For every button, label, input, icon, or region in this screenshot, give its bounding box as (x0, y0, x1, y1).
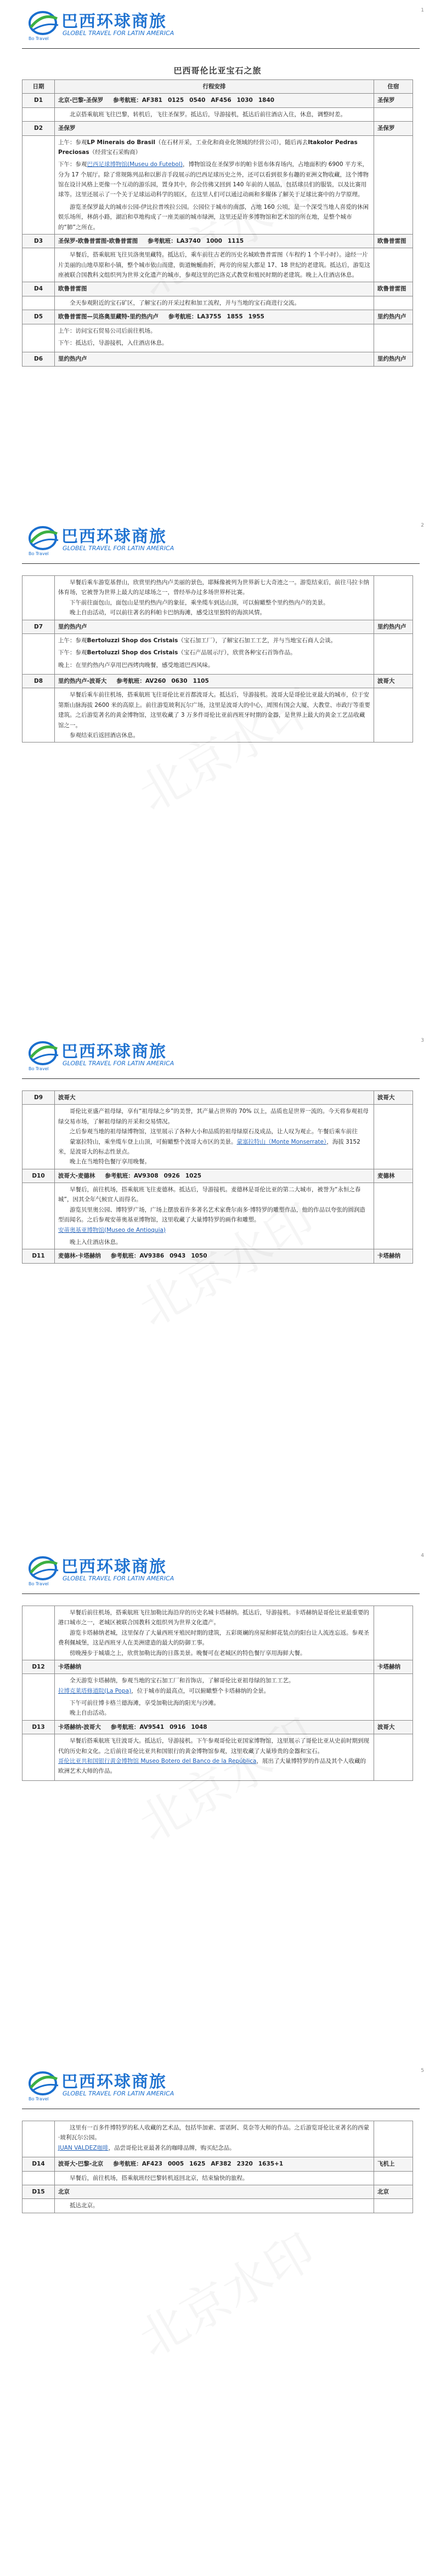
paragraph: 上午：访问宝石贸易公司后前往机场。 (58, 327, 156, 334)
flight-label: 参考航班： (168, 313, 197, 321)
day-header-row (22, 1720, 413, 1734)
globe-logo-icon (26, 9, 60, 36)
flight-label: 参考航班： (113, 97, 142, 104)
day-description (55, 1183, 374, 1249)
day-header-row (22, 1091, 413, 1105)
flight-code: AF423 (142, 2161, 162, 2168)
day-route (55, 2185, 374, 2198)
company-name: Bertoluzzi Shop dos Cristais (87, 649, 178, 656)
route-text: 欧鲁普雷图—贝洛奥里藏特-里约热内卢 (58, 313, 159, 321)
brand-name-cn: 巴西环球商旅 (61, 527, 167, 546)
day-description (55, 2171, 374, 2185)
day-stay: 波哥大 (374, 675, 413, 688)
day-label: D4 (22, 282, 55, 296)
paragraph: 晚上入住酒店休息。 (70, 1238, 122, 1246)
day-header-row (22, 234, 413, 248)
paragraph: 全天游览卡塔赫纳，参观当地的宝石加工厂和首饰店，了解哥伦比亚祖母绿的加工工艺。 (70, 1677, 295, 1684)
day-description (55, 135, 374, 234)
flight-label: 参考航班： (110, 1253, 140, 1260)
paragraph: 之后参观当地的祖母绿博物馆，这里展示了各种大小和品质的祖母绿原石及成品，让人叹为观止。午餐后乘车前往 (70, 1128, 358, 1135)
day-route (55, 1249, 374, 1263)
day-header-row (22, 122, 413, 135)
day-body-row (22, 2171, 413, 2185)
flight-time: 1855 (227, 313, 243, 321)
day-route (55, 352, 374, 366)
paragraph: 下午前往面包山，面包山是里约热内卢的象征，乘坐缆车到达山顶，可以俯瞰整个里约热内卢的美景。 (70, 599, 329, 606)
brand-tagline: Bo Travel (29, 551, 49, 556)
paragraph: 早餐后，前往机场，搭乘航班经巴黎转机返回北京，结束愉快的旅程。 (70, 2174, 248, 2181)
museum-link[interactable]: 安蒂奥基亚博物馆(Museo de Antioquia) (58, 1226, 166, 1233)
brand-name-en: GLOBEL TRAVEL FOR LATIN AMERICA (63, 2090, 174, 2097)
day-body-row (22, 1606, 413, 1660)
flight-label: 参考航班： (105, 1172, 134, 1179)
flight-time: 0125 (167, 97, 184, 104)
brand-name-cn: 巴西环球商旅 (61, 12, 167, 31)
day-body-row (22, 633, 413, 674)
flight-code: AF456 (211, 97, 231, 104)
paragraph: 上午：参观LP Minerais do Brasil（在石材开采，工业化和商业化领域的经营公司），随后再去Itakolor Pedras Preciosas（经营宝石采购商） (58, 139, 358, 156)
paragraph: 上午：参观Bertoluzzi Shop dos Cristais（宝石加工厂），了解宝石加工工艺，并与当地宝石商人会谈。 (58, 637, 337, 644)
brand-name-cn: 巴西环球商旅 (61, 2072, 167, 2092)
day-stay: 里约热内卢 (374, 310, 413, 324)
brand-logo (26, 2068, 174, 2102)
flight-code: LA3755 (197, 313, 222, 321)
flight-time: 1955 (248, 313, 264, 321)
brand-name-en: GLOBEL TRAVEL FOR LATIN AMERICA (63, 1060, 174, 1067)
day-header-row (22, 1169, 413, 1183)
flight-code: AF382 (211, 2161, 231, 2168)
day-label: D13 (22, 1720, 55, 1734)
day-stay: 卡塔赫纳 (374, 1660, 413, 1673)
day-label: D10 (22, 1169, 55, 1183)
day-description (55, 2121, 374, 2157)
day-route (55, 2157, 374, 2171)
day-stay: 北京 (374, 2185, 413, 2198)
route-text: 圣保罗 (58, 125, 76, 132)
globe-logo-icon (26, 1554, 60, 1581)
flight-time: 1105 (193, 678, 209, 684)
day-route (55, 1720, 374, 1734)
brand-tagline: Bo Travel (29, 1066, 49, 1071)
brand-tagline: Bo Travel (29, 2097, 49, 2101)
day-route (55, 1660, 374, 1673)
flight-label: 参考航班： (113, 2161, 142, 2168)
day-route (55, 620, 374, 633)
day-description (55, 688, 374, 742)
paragraph: 下午可前往博卡格兰德海滩，享受加勒比海的阳光与沙滩。 (70, 1700, 219, 1706)
flight-time: 0540 (189, 97, 206, 104)
route-text: 卡塔赫纳 (58, 1663, 81, 1670)
paragraph: 游览圣保罗最大的城市公园-伊比拉普埃拉公园。公园位于城市的南部，占地 160 公顷，是一个深受当地人喜爱的休闲娱乐场所，林荫小路，湖泊和草地构成了一座美丽的城市绿洲，这里还是许多博物馆和艺术馆的所在地，是整个城市的“肺”之所在。 (58, 203, 369, 231)
header-rule (22, 1593, 420, 1594)
brand-logo (26, 1038, 174, 1072)
paragraph: JUAN VALDEZ咖啡，品尝哥伦比亚最著名的咖啡品牌，购买纪念品。 (58, 2144, 235, 2151)
day-route (55, 1091, 374, 1105)
flight-time: 0926 (163, 1172, 180, 1179)
flight-time: 2320 (236, 2161, 253, 2168)
paragraph: 晚上自由活动，可以前往著名的科帕卡巴纳海滩，感受这里独特的海滨风情。 (70, 609, 265, 616)
day-header-row (22, 2157, 413, 2171)
company-name: LP Minerais do Brasil (87, 139, 156, 146)
flight-time: 1625 (189, 2161, 206, 2168)
day-body-row (22, 1183, 413, 1249)
brand-name-en: GLOBEL TRAVEL FOR LATIN AMERICA (63, 1575, 174, 1582)
day-route (55, 675, 374, 688)
flight-time: 1030 (236, 97, 253, 104)
itinerary-table (22, 79, 413, 367)
flight-time: 1635+1 (258, 2161, 284, 2168)
paragraph: 早餐后，前往机场，搭乘航班飞往麦德林。抵达后，导游接机。麦德林是哥伦比亚的第二大城市，被誉为“永恒之春城”，因其全年气候宜人而得名。 (58, 1186, 361, 1203)
cafe-link[interactable]: JUAN VALDEZ咖啡 (58, 2144, 109, 2151)
page-1 (0, 0, 435, 515)
paragraph: 哥伦比亚共和国银行黄金博物馆 Museo Botero del Banco de la República，展出了大量博特罗的作品及其个人收藏的欧洲艺术大师的作品。 (58, 1757, 366, 1775)
flight-label: 参考航班： (148, 237, 177, 244)
paragraph: 蒙塞拉特山，乘坐缆车登上山顶，可俯瞰整个波哥大市区的美景。蒙塞拉特山（Monte Monserrate），海拔 3152 米，是波哥大的标志性景点。 (58, 1138, 360, 1155)
day-body-row (22, 135, 413, 234)
brand-name-cn: 巴西环球商旅 (61, 1042, 167, 1061)
day-stay: 欧鲁普雷图 (374, 282, 413, 296)
day-description (55, 576, 374, 620)
itinerary-table (22, 1090, 413, 1264)
itinerary-table (22, 2121, 413, 2213)
brand-name-en: GLOBEL TRAVEL FOR LATIN AMERICA (63, 30, 174, 37)
brand-tagline: Bo Travel (29, 1581, 49, 1586)
flight-time: 1050 (191, 1253, 207, 1260)
paragraph: 拉博克莱塔修道院(La Popa)，位于城市的最高点，可以俯瞰整个卡塔赫纳的全景。 (58, 1687, 270, 1694)
paragraph: 早餐后前往机场，搭乘航班飞往加勒比海沿岸的历史名城卡塔赫纳。抵达后，导游接机。卡塔赫纳是哥伦比亚最重要的港口城市之一，老城区被联合国教科文组织列为世界文化遗产。 (58, 1609, 369, 1626)
day-description (55, 1674, 374, 1721)
day-header-row (22, 94, 413, 107)
day-stay: 圣保罗 (374, 94, 413, 107)
column-header-itinerary: 行程安排 (55, 80, 374, 94)
header-rule (22, 48, 420, 49)
day-header-row (22, 1660, 413, 1673)
day-label: D2 (22, 122, 55, 135)
globe-logo-icon (26, 2069, 60, 2097)
day-stay: 波哥大 (374, 1720, 413, 1734)
day-label: D11 (22, 1249, 55, 1263)
day-body-row (22, 1105, 413, 1169)
watermark (65, 2180, 385, 2404)
globe-logo-icon (26, 1039, 60, 1066)
paragraph: 早餐后乘车游览基督山，欣赏里约热内卢美丽的景色，耶稣像被列为世界新七大奇迹之一。游览结束后，前往马拉卡纳体育场，它被誉为世界上最大的足球场之一，曾经举办过多场世界杯比赛。 (58, 579, 369, 596)
day-description (55, 633, 374, 674)
page-5 (0, 2060, 435, 2575)
paragraph: 游览卡塔赫纳老城，这里保存了大量西班牙殖民时期的建筑，五彩斑斓的房屋和鲜花装点的阳台让人流连忘返。参观圣费利佩城堡，这是西班牙人在美洲建造的最大的防御工事。 (58, 1629, 369, 1647)
flight-time: 0630 (171, 678, 188, 684)
day-label: D9 (22, 1091, 55, 1105)
company-name: Bertoluzzi Shop dos Cristais (87, 637, 178, 644)
paragraph: 早餐后，搭乘航班飞往贝洛奥里藏特。抵达后，乘车前往古老的历史名城欧鲁普雷图（车程约 1 个半小时）。途经一片片美丽的山地草原和小镇，整个城市依山而建，街道蜿蜒曲折，两旁的房屋大都是 17、18 世纪的老建筑。抵达后，游览这座被联合国教科文组织列为世界文化遗产的城市，参观这里的巴洛克式教堂和殖民时期的老建筑。晚上入住酒店休息。 (58, 252, 370, 278)
paragraph: 下午：参观Bertoluzzi Shop dos Cristais（宝石产品展示厅），欣赏各种宝石首饰作品。 (58, 649, 296, 656)
flight-time: 1115 (228, 237, 244, 244)
day-header-row (22, 675, 413, 688)
flight-code: AV9386 (139, 1253, 165, 1260)
day-header-row (22, 310, 413, 324)
flight-time: 0916 (170, 1723, 186, 1730)
day-body-row (22, 2121, 413, 2157)
route-text: 波哥大-巴黎-北京 (58, 2161, 104, 2168)
day-route (55, 1169, 374, 1183)
day-body-row (22, 248, 413, 282)
day-header-row (22, 620, 413, 633)
day-stay: 卡塔赫纳 (374, 1249, 413, 1263)
day-stay: 波哥大 (374, 1091, 413, 1105)
column-header-day: 日期 (22, 80, 55, 94)
brand-logo (26, 523, 174, 557)
flight-code: AV9308 (133, 1172, 159, 1179)
flight-code: LA3740 (176, 237, 201, 244)
flight-time: 1000 (206, 237, 222, 244)
day-label: D14 (22, 2157, 55, 2171)
itinerary-table (22, 575, 413, 742)
brand-tagline: Bo Travel (29, 36, 49, 41)
day-route (55, 310, 374, 324)
day-description (55, 248, 374, 282)
day-route (55, 282, 374, 296)
flight-code: AF381 (142, 97, 162, 104)
museum-link[interactable]: 巴西足球博物馆(Museu do Futebol) (87, 161, 183, 168)
day-body-row (22, 296, 413, 310)
route-text: 波哥大-麦德林 (58, 1172, 95, 1179)
day-label: D15 (22, 2185, 55, 2198)
header-rule (22, 563, 420, 564)
route-text: 里约热内卢 (58, 356, 87, 363)
route-text: 卡塔赫纳-波哥大 (58, 1723, 101, 1730)
day-label: D7 (22, 620, 55, 633)
flight-label: 参考航班： (116, 678, 145, 684)
page-2 (0, 515, 435, 1030)
day-route (55, 234, 374, 248)
day-label: D5 (22, 310, 55, 324)
paragraph: 参观结束后返回酒店休息。 (70, 732, 139, 739)
flight-time: 1025 (185, 1172, 202, 1179)
day-body-row (22, 107, 413, 121)
document-title: 巴西哥伦比亚宝石之旅 (173, 66, 262, 76)
day-body-row (22, 688, 413, 742)
route-text: 里约热内卢-波哥大 (58, 678, 107, 684)
paragraph: 下午：参观巴西足球博物馆(Museu do Futebol)，博物馆设在圣保罗市的帕卡恩布体育场内，占地面积约 6900 平方米，分为 17 个展厅。除了常规陈列品和以影音手段展示的巴西足球历史之外，还可以看到很多有趣的亚洲文物收藏，这个博物馆在设计风格上更像一个互动的游乐园，置身其中，你会仿佛又回到 140 年前的人展品，包括球员们的服装，以及比赛用球等。这里还展示了一个关于足球运动科学的展区，在这里人们可以通过动画和多媒体了解关于足球比赛中的力学原理。 (58, 161, 369, 198)
day-stay: 飞机上 (374, 2157, 413, 2171)
flight-time: 1048 (191, 1723, 207, 1730)
day-label: D1 (22, 94, 55, 107)
paragraph: 早餐后搭乘航班飞往波哥大。抵达后，导游接机。下午参观哥伦比亚国家博物馆，这里展示了哥伦比亚从史前时期到现代的历史和文化。之后前往哥伦比亚共和国银行的黄金博物馆参观，这里收藏了大量珍贵的金器和宝石。 (58, 1738, 369, 1755)
day-route (55, 94, 374, 107)
day-description (55, 107, 374, 121)
company-name: Itakolor Pedras Preciosas (58, 139, 358, 156)
day-body-row (22, 1674, 413, 1721)
day-body-row (22, 1734, 413, 1781)
route-text: 里约热内卢 (58, 623, 87, 630)
paragraph (58, 1225, 370, 1235)
day-body-row (22, 2199, 413, 2213)
route-text: 北京 (58, 2188, 70, 2195)
route-text: 欧鲁普雷图 (58, 285, 87, 293)
day-label: D12 (22, 1660, 55, 1673)
page-header (0, 1545, 435, 1606)
attraction-link[interactable]: 蒙塞拉特山（Monte Monserrate） (236, 1138, 327, 1145)
brand-logo (26, 1553, 174, 1587)
page-number: 2 (421, 523, 424, 528)
page-4 (0, 1545, 435, 2060)
paragraph: 这里有一百多件博特罗的私人收藏的艺术品，包括毕加索、雷诺阿、莫奈等大师的作品。之后游览哥伦比亚著名的西蒙·玻利瓦尔公园。 (58, 2124, 369, 2141)
day-label: D6 (22, 352, 55, 366)
flight-label: 参考航班： (110, 1723, 140, 1730)
paragraph: 抵达北京。 (70, 2202, 99, 2209)
day-header-row (22, 282, 413, 296)
paragraph: 北京搭乘航班飞往巴黎，转机后，飞往圣保罗。抵达后，导游接机，抵达后前往酒店入住，休息，调整时差。 (70, 111, 346, 118)
paragraph: 下午：抵达后，导游接机，入住酒店休息。 (58, 339, 168, 346)
page-header (0, 515, 435, 575)
page-number: 4 (421, 1553, 424, 1558)
paragraph: 早餐后乘车前往机场，搭乘航班飞往哥伦比亚首都波哥大。抵达后，导游接机。波哥大是哥伦比亚最大的城市，位于安第斯山脉海拔 2600 米的高原上。前往游览玻利瓦尔广场，这里是波哥大的中心，周围有国会大厦、大教堂、市政厅等重要建筑。之后游览著名的黄金博物馆，这里收藏了 3 万多件哥伦比亚前西班牙时期的金器，是世界上最大的黄金工艺品收藏馆之一。 (58, 692, 370, 729)
route-text: 麦德林-卡塔赫纳 (58, 1253, 101, 1260)
day-description (55, 1606, 374, 1660)
day-label: D8 (22, 675, 55, 688)
flight-time: 0005 (167, 2161, 184, 2168)
brand-name-cn: 巴西环球商旅 (61, 1557, 167, 1577)
table-header-row (22, 80, 413, 94)
paragraph: 傍晚漫步于城墙之上，欣赏加勒比海的日落美景。晚餐可在老城区的特色餐厅享用海鲜大餐。 (70, 1649, 306, 1657)
day-description (55, 1105, 374, 1169)
flight-code: AV260 (145, 678, 166, 684)
attraction-link[interactable]: 拉博克莱塔修道院(La Popa) (58, 1687, 132, 1694)
day-label: D3 (22, 234, 55, 248)
day-header-row (22, 2185, 413, 2198)
paragraph: 晚上自由活动。 (70, 1710, 110, 1717)
globe-logo-icon (26, 524, 60, 551)
day-route (55, 122, 374, 135)
day-stay: 里约热内卢 (374, 352, 413, 366)
column-header-stay: 住宿 (374, 80, 413, 94)
paragraph: 哥伦比亚盛产祖母绿，享有“祖母绿之乡”的美誉，其产量占世界的 70% 以上，品质也是世界一流的。今天将参观祖母绿交易市场，了解祖母绿的开采和交易情况。 (58, 1108, 369, 1125)
museum-link[interactable]: 哥伦比亚共和国银行黄金博物馆 Museo Botero del Banco de la República (58, 1757, 257, 1764)
paragraph: 晚上在当地特色餐厅享用晚餐。 (70, 1158, 150, 1166)
day-stay: 欧鲁普雷图 (374, 234, 413, 248)
flight-code: AV9541 (139, 1723, 165, 1730)
flight-time: 1840 (258, 97, 275, 104)
day-body-row (22, 576, 413, 620)
route-text: 北京-巴黎-圣保罗 (58, 97, 104, 104)
day-header-row (22, 1249, 413, 1263)
page-header (0, 2060, 435, 2121)
paragraph: 晚上：在里约热内卢享用巴西烤肉晚餐，感受地道巴西风味。 (58, 661, 214, 669)
paragraph: 游览贝里奥公园、博特罗广场，广场上摆放着许多著名艺术家费尔南多·博特罗的雕塑作品，他的作品以夸张的圆润造型而闻名。之后参观安蒂奥基亚博物馆，这里收藏了大量博特罗的画作和雕塑。 (58, 1206, 365, 1224)
paragraph: 全天参观附近的宝石矿区，了解宝石的开采过程和加工流程，并与当地的宝石商进行交流。 (70, 299, 300, 306)
page-number: 3 (421, 1038, 424, 1043)
route-text: 波哥大 (58, 1094, 76, 1101)
route-text: 圣保罗-欧鲁普雷图-欧鲁普雷图 (58, 237, 138, 244)
day-description (55, 1734, 374, 1781)
page-number: 5 (421, 2068, 424, 2074)
day-description (55, 2199, 374, 2213)
day-body-row (22, 324, 413, 352)
day-stay: 麦德林 (374, 1169, 413, 1183)
day-description (55, 296, 374, 310)
page-header (0, 1030, 435, 1090)
day-description (55, 324, 374, 352)
day-stay: 圣保罗 (374, 122, 413, 135)
header-rule (22, 1078, 420, 1079)
page-3 (0, 1030, 435, 1545)
day-stay: 里约热内卢 (374, 620, 413, 633)
flight-time: 0943 (170, 1253, 186, 1260)
page-header (0, 0, 435, 60)
brand-name-en: GLOBEL TRAVEL FOR LATIN AMERICA (63, 545, 174, 552)
day-header-row (22, 352, 413, 366)
brand-logo (26, 8, 174, 42)
itinerary-table (22, 1606, 413, 1781)
page-number: 1 (421, 8, 424, 13)
